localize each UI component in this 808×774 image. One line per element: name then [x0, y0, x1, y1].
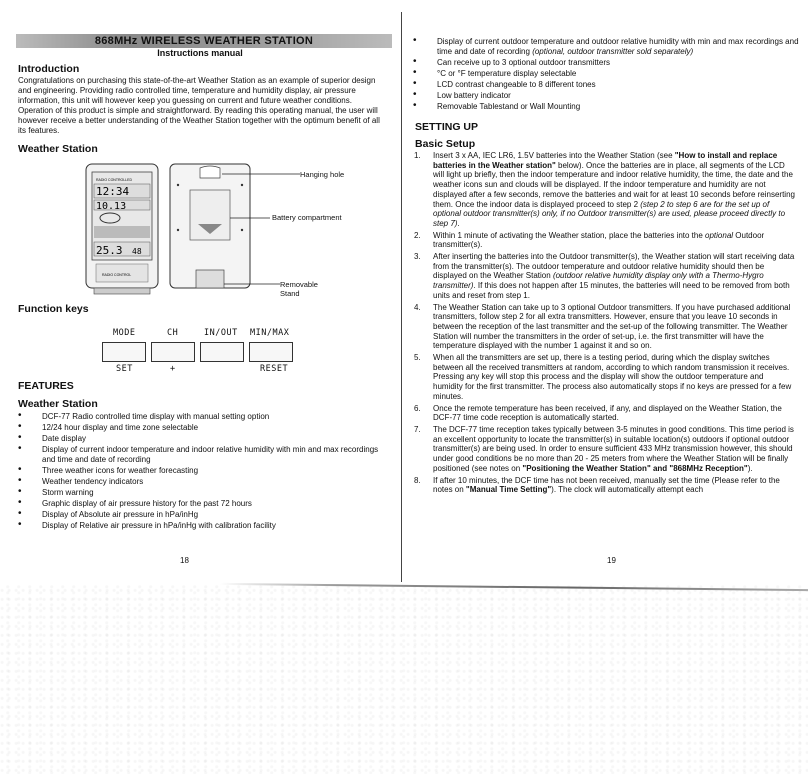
callout-battery-compartment: Battery compartment: [272, 213, 342, 222]
list-item: • Low battery indicator: [409, 91, 801, 101]
list-item: • DCF-77 Radio controlled time display with manual setting option: [14, 412, 386, 422]
intro-text: Congratulations on purchasing this state-of-the-art Weather Station as an example of superior design and engineering. Providing radio controlled time, temperature and humidity display, air pressure information, this unit will however keep you guessing on current and future weather conditions. Operation of this product is simple and straightforward. By reading this operating manual, the user will however receive a better understanding of the Weather Station together with the optimum benefit of all its features.: [18, 76, 380, 135]
device-footer-label: RADIO CONTROL: [102, 273, 132, 277]
list-item: • LCD contrast changeable to 8 different tones: [409, 80, 801, 90]
basic-setup-heading: Basic Setup: [415, 138, 476, 150]
step-number: 7.: [414, 424, 421, 434]
callout-hanging-hole: Hanging hole: [300, 170, 345, 179]
features-list-continued: [409, 37, 801, 113]
list-item-text: Display of current outdoor temperature and outdoor relative humidity with min and max recordings and time and date of recording: [437, 37, 799, 56]
step-number: 3.: [414, 252, 421, 262]
page-number-right: 19: [607, 556, 616, 565]
list-item: • °C or °F temperature display selectable: [409, 69, 801, 79]
step-text: The Weather Station can take up to 3 optional Outdoor transmitters. If you have purchased additional transmitters, follow step 2 for all extra transmitters. However, ensure that you leave 10 seconds in between the reception of the last transmitter and the set-up of the following transmitter. The Weather Station will number the transmitters in the order of set-up, i.e. the first transmitter will have the temperature displayed with the number 1 against it and so on.: [433, 302, 791, 351]
list-item: • Display of Relative air pressure in hPa/inHg with calibration facility: [14, 521, 386, 531]
step-text: .: [457, 218, 460, 228]
setup-step: [405, 252, 795, 301]
setup-step: [405, 353, 795, 402]
device-label: RADIO CONTROLLED: [96, 178, 132, 182]
list-item: • Storm warning: [14, 488, 386, 498]
list-item: • Display of Absolute air pressure in hPa/inHg: [14, 510, 386, 520]
weather-station-figure: [80, 160, 310, 300]
setup-step: [405, 303, 795, 352]
step-text: Within 1 minute of activating the Weather station, place the batteries into the: [433, 230, 706, 240]
step-text: "Positioning the Weather Station" and "868MHz Reception": [522, 463, 748, 473]
features-ws-heading: Weather Station: [18, 398, 98, 410]
step-text: The DCF-77 time reception takes typically between 3-5 minutes in good conditions. This time period is an excellent opportunity to locate the transmitter(s) in suitable location(s) outdoors if optional outdoor transmitter(s) are being used. In order to ensure sufficient 433 MHz transmission however, this should under good conditions be no more than 20 - 25 meters from where the Weather Station will be finally positioned (see notes on: [433, 424, 794, 473]
key-label-ch: CH: [167, 328, 179, 338]
list-item-note: (optional, outdoor transmitter sold separately): [532, 47, 694, 56]
device-back: [170, 164, 250, 288]
step-text: . If this does not happen after 15 minutes, the batteries will need to be removed from both units and reset from step 1.: [433, 281, 790, 300]
step-text: Insert 3 x AA, IEC LR6, 1.5V batteries into the Weather Station (see: [433, 151, 675, 160]
step-number: 6.: [414, 403, 421, 413]
key-min-max-reset: [249, 342, 293, 362]
key-label-min-max: MIN/MAX: [250, 328, 290, 338]
step-text: "How to install and replace batteries in the Weather station": [433, 151, 778, 170]
features-heading: FEATURES: [18, 380, 74, 392]
callout-removable-stand: Removable Stand: [280, 280, 318, 298]
step-text: Once the remote temperature has been received, if any, and displayed on the Weather Station, the DCF-77 time code reception is automatically started.: [433, 403, 782, 423]
left-page: [0, 0, 400, 585]
key-ch-plus: [151, 342, 195, 362]
list-item: • Graphic display of air pressure history for the past 72 hours: [14, 499, 386, 509]
key-mode-set: [102, 342, 146, 362]
list-item: • Date display: [14, 434, 386, 444]
step-number: 1.: [414, 151, 421, 160]
humidity-readout: 48: [132, 247, 142, 256]
step-number: 5.: [414, 353, 421, 363]
list-item: • Display of current indoor temperature and indoor relative humidity with min and max recordings and time and date of recording: [14, 445, 386, 465]
key-label-in-out: IN/OUT: [204, 328, 238, 338]
setup-step: [405, 404, 795, 423]
title-banner: [16, 34, 392, 48]
key-label-reset: RESET: [260, 364, 289, 374]
step-text: "Manual Time Setting": [465, 485, 552, 495]
key-in-out: [200, 342, 244, 362]
step-text: When all the transmitters are set up, there is a testing period, during which the display switches between all the received transmitters at random, according to which random transmission it receives. Pressing any key will stop this process and the display will show the outdoor temperature and humidity for the first transmitter. The process also automatically stops if no keys are pressed for a few minutes.: [433, 353, 792, 401]
intro-heading: Introduction: [18, 63, 80, 75]
key-label-set: SET: [116, 364, 133, 374]
function-keys-heading: Function keys: [18, 303, 89, 315]
setup-step: [405, 151, 795, 229]
step-text: If after 10 minutes, the DCF time has not been received, manually set the time (Please refer to the notes on: [433, 475, 780, 495]
weather-station-heading: Weather Station: [18, 143, 98, 155]
step-text: ). The clock will automatically attempt each: [551, 485, 704, 495]
setting-up-heading: SETTING UP: [415, 121, 479, 133]
setup-step: [405, 231, 795, 250]
right-page: [405, 0, 808, 585]
list-item: • 12/24 hour display and time zone selectable: [14, 423, 386, 433]
temp-readout: 25.3: [96, 244, 123, 257]
step-text: (step 2 to step 6 are for the set up of optional outdoor transmitter(s) only, if no Outdoor transmitter(s) are used, please proceed directly to step 7): [433, 199, 786, 228]
banner-title: 868MHz WIRELESS WEATHER STATION: [94, 35, 314, 47]
date-readout: 10.13: [96, 201, 127, 212]
list-item: • Removable Tablestand or Wall Mounting: [409, 102, 801, 112]
step-text: optional: [705, 230, 734, 240]
step-number: 8.: [414, 475, 421, 485]
step-text: below). Once the batteries are in place, all segments of the LCD will light up briefly, then the indoor temperature and indoor relative humidity, the time, the date and the weather icons sun and clouds will be displayed. If the indoor temperature and humidity are not displayed after a few seconds, remove the batteries and wait for at least 10 seconds before reinserting them. Once the indoor data is displayed proceed to step 2: [433, 160, 795, 209]
key-label-plus: +: [170, 364, 176, 374]
list-item: • Weather tendency indicators: [14, 477, 386, 487]
step-number: 2.: [414, 230, 421, 240]
features-list: [14, 412, 386, 532]
list-item: • Can receive up to 3 optional outdoor transmitters: [409, 58, 801, 68]
list-item: • Three weather icons for weather forecasting: [14, 466, 386, 476]
step-text: After inserting the batteries into the Outdoor transmitter(s), the Weather station will start receiving data from the transmitter(s). The outdoor temperature and outdoor relative humidity should then be displayed on the Weather Station: [433, 252, 795, 281]
page-spine: [401, 12, 402, 582]
time-readout: 12:34: [96, 185, 130, 198]
list-item: [409, 37, 801, 57]
step-text: Outdoor transmitter(s).: [433, 230, 765, 250]
key-label-mode: MODE: [113, 328, 136, 338]
step-text: ).: [747, 463, 753, 473]
step-number: 4.: [414, 302, 421, 312]
subtitle: Instructions manual: [157, 48, 243, 58]
setup-step: [405, 425, 795, 474]
setup-steps: [405, 151, 795, 497]
step-text: (outdoor relative humidity display only with a Thermo-Hygro transmitter): [433, 271, 764, 291]
scan-background: [0, 585, 808, 774]
page-number-left: 18: [180, 556, 189, 565]
setup-step: [405, 476, 795, 495]
